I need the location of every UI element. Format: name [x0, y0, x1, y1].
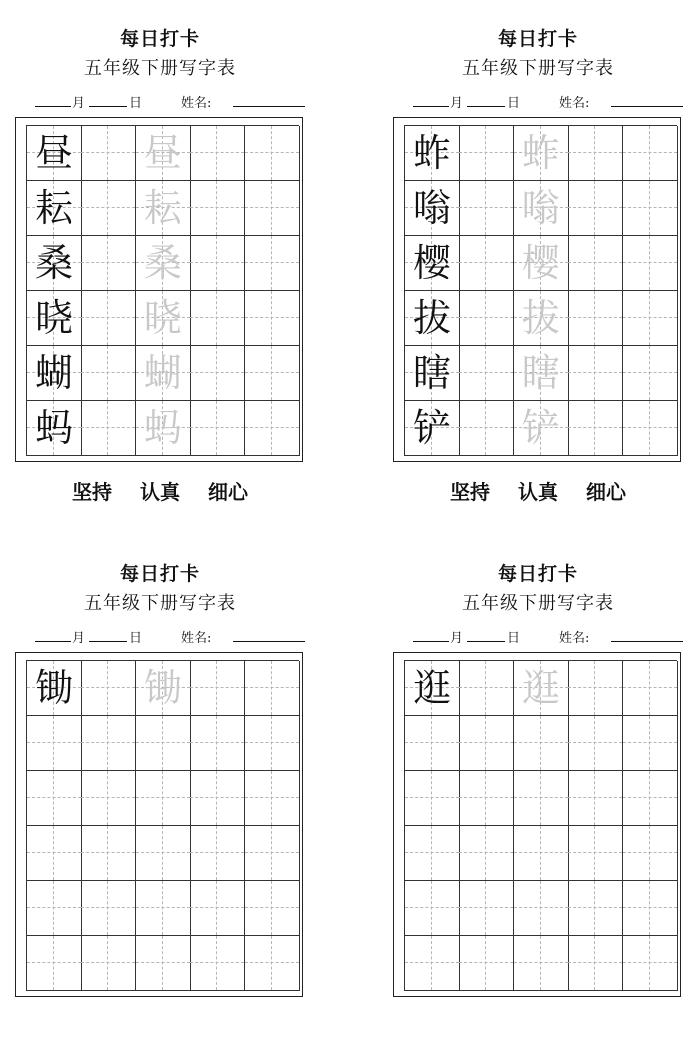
trace-character: 锄 — [143, 666, 182, 710]
day-blank[interactable] — [467, 627, 505, 642]
blank-practice-cell[interactable] — [245, 236, 300, 291]
trace-character: 拔 — [521, 296, 560, 340]
month-label: 月 — [72, 631, 86, 646]
blank-practice-cell[interactable] — [81, 126, 136, 181]
grid-row — [27, 771, 299, 826]
model-character: 昼 — [34, 131, 73, 175]
blank-practice-cell[interactable] — [190, 771, 245, 826]
blank-practice-cell[interactable] — [623, 401, 678, 456]
model-character: 锄 — [34, 666, 73, 710]
practice-card — [393, 535, 693, 1055]
blank-practice-cell[interactable] — [623, 936, 678, 991]
date-name-line — [413, 627, 693, 647]
date-name-line — [35, 92, 315, 112]
trace-char-cell[interactable] — [514, 346, 569, 401]
day-label: 日 — [129, 96, 143, 111]
name-label: 姓名: — [181, 631, 212, 646]
trace-char-cell[interactable] — [514, 936, 569, 991]
card-title: 每日打卡 — [119, 563, 200, 585]
trace-character: 蚱 — [521, 131, 560, 175]
model-character: 蚂 — [34, 406, 73, 450]
model-character: 蚱 — [412, 131, 451, 175]
card-title: 每日打卡 — [497, 28, 578, 50]
blank-practice-cell[interactable] — [568, 716, 623, 771]
motto — [15, 476, 305, 505]
writing-frame — [393, 117, 681, 462]
month-blank[interactable] — [35, 627, 71, 642]
month-blank[interactable] — [413, 92, 449, 107]
grid-row — [405, 401, 677, 456]
trace-character: 蝴 — [143, 351, 182, 395]
model-char-cell — [27, 771, 82, 826]
blank-practice-cell[interactable] — [190, 291, 245, 346]
card-subtitle: 五年级下册写字表 — [462, 593, 614, 614]
card-title: 每日打卡 — [119, 28, 200, 50]
trace-char-cell[interactable] — [136, 181, 191, 236]
grid-row — [405, 771, 677, 826]
model-character: 铲 — [412, 406, 451, 450]
blank-practice-cell[interactable] — [190, 936, 245, 991]
card-title: 每日打卡 — [497, 563, 578, 585]
blank-practice-cell[interactable] — [245, 291, 300, 346]
grid-row — [405, 126, 677, 181]
trace-char-cell[interactable] — [136, 661, 191, 716]
month-label: 月 — [450, 631, 464, 646]
blank-practice-cell[interactable] — [568, 126, 623, 181]
blank-practice-cell[interactable] — [568, 291, 623, 346]
model-character: 桑 — [34, 241, 73, 285]
day-label: 日 — [507, 631, 521, 646]
card-subtitle: 五年级下册写字表 — [462, 58, 614, 79]
day-blank[interactable] — [89, 627, 127, 642]
grid-row — [405, 826, 677, 881]
practice-card — [15, 0, 315, 520]
day-label: 日 — [129, 631, 143, 646]
grid-row — [27, 881, 299, 936]
grid-row — [27, 291, 299, 346]
blank-practice-cell[interactable] — [190, 716, 245, 771]
grid-row — [27, 346, 299, 401]
trace-char-cell[interactable] — [136, 936, 191, 991]
trace-char-cell[interactable] — [514, 126, 569, 181]
model-char-cell — [405, 401, 460, 456]
blank-practice-cell[interactable] — [568, 936, 623, 991]
motto-word: 认真 — [518, 480, 558, 504]
blank-practice-cell[interactable] — [459, 346, 514, 401]
model-character: 耘 — [34, 186, 73, 230]
model-char-cell — [27, 346, 82, 401]
trace-char-cell[interactable] — [514, 236, 569, 291]
month-blank[interactable] — [35, 92, 71, 107]
blank-practice-cell[interactable] — [459, 291, 514, 346]
blank-practice-cell[interactable] — [81, 401, 136, 456]
trace-char-cell[interactable] — [514, 661, 569, 716]
blank-practice-cell[interactable] — [81, 236, 136, 291]
trace-char-cell[interactable] — [136, 236, 191, 291]
trace-char-cell[interactable] — [136, 291, 191, 346]
trace-char-cell[interactable] — [514, 291, 569, 346]
blank-practice-cell[interactable] — [81, 716, 136, 771]
blank-practice-cell[interactable] — [459, 771, 514, 826]
grid-row — [405, 936, 677, 991]
model-char-cell — [405, 881, 460, 936]
blank-practice-cell[interactable] — [623, 126, 678, 181]
model-char-cell — [27, 661, 82, 716]
blank-practice-cell[interactable] — [568, 881, 623, 936]
trace-character: 昼 — [143, 131, 182, 175]
blank-practice-cell[interactable] — [245, 401, 300, 456]
blank-practice-cell[interactable] — [245, 346, 300, 401]
name-blank[interactable] — [233, 627, 305, 642]
grid-row — [27, 936, 299, 991]
trace-char-cell[interactable] — [514, 826, 569, 881]
grid-row — [27, 236, 299, 291]
motto-word: 认真 — [140, 480, 180, 504]
date-name-line — [413, 92, 693, 112]
blank-practice-cell[interactable] — [245, 181, 300, 236]
model-char-cell — [405, 291, 460, 346]
grid-row — [405, 716, 677, 771]
blank-practice-cell[interactable] — [190, 826, 245, 881]
grid-row — [27, 661, 299, 716]
model-char-cell — [405, 716, 460, 771]
blank-practice-cell[interactable] — [190, 126, 245, 181]
trace-char-cell[interactable] — [514, 401, 569, 456]
model-character: 晓 — [34, 296, 73, 340]
date-name-line — [35, 627, 315, 647]
motto-word: 坚持 — [72, 480, 112, 504]
blank-practice-cell[interactable] — [568, 826, 623, 881]
motto-word: 细心 — [586, 480, 626, 504]
trace-char-cell[interactable] — [136, 126, 191, 181]
model-char-cell — [27, 881, 82, 936]
blank-practice-cell[interactable] — [623, 236, 678, 291]
model-char-cell — [405, 826, 460, 881]
trace-char-cell[interactable] — [514, 771, 569, 826]
model-char-cell — [27, 936, 82, 991]
blank-practice-cell[interactable] — [568, 181, 623, 236]
grid-row — [27, 126, 299, 181]
blank-practice-cell[interactable] — [245, 881, 300, 936]
trace-character: 蚂 — [143, 406, 182, 450]
trace-character: 樱 — [521, 241, 560, 285]
blank-practice-cell[interactable] — [190, 236, 245, 291]
blank-practice-cell[interactable] — [245, 661, 300, 716]
blank-practice-cell[interactable] — [623, 881, 678, 936]
model-char-cell — [405, 181, 460, 236]
grid-row — [405, 236, 677, 291]
motto — [393, 476, 683, 505]
model-char-cell — [27, 291, 82, 346]
model-char-cell — [27, 181, 82, 236]
blank-practice-cell[interactable] — [459, 181, 514, 236]
month-label: 月 — [72, 96, 86, 111]
trace-character: 耘 — [143, 186, 182, 230]
trace-char-cell[interactable] — [136, 346, 191, 401]
month-blank[interactable] — [413, 627, 449, 642]
model-character: 逛 — [412, 666, 451, 710]
model-character: 嗡 — [412, 186, 451, 230]
trace-char-cell[interactable] — [136, 716, 191, 771]
model-char-cell — [405, 771, 460, 826]
blank-practice-cell[interactable] — [459, 126, 514, 181]
blank-practice-cell[interactable] — [568, 661, 623, 716]
practice-card — [15, 535, 315, 1055]
blank-practice-cell[interactable] — [459, 881, 514, 936]
blank-practice-cell[interactable] — [623, 826, 678, 881]
blank-practice-cell[interactable] — [623, 181, 678, 236]
model-character: 樱 — [412, 241, 451, 285]
writing-grid — [26, 660, 299, 991]
day-blank[interactable] — [89, 92, 127, 107]
grid-row — [405, 181, 677, 236]
trace-character: 瞎 — [521, 351, 560, 395]
blank-practice-cell[interactable] — [245, 716, 300, 771]
grid-row — [27, 826, 299, 881]
writing-frame — [15, 117, 303, 462]
blank-practice-cell[interactable] — [190, 401, 245, 456]
blank-practice-cell[interactable] — [81, 826, 136, 881]
motto-word: 坚持 — [450, 480, 490, 504]
blank-practice-cell[interactable] — [81, 936, 136, 991]
model-char-cell — [405, 126, 460, 181]
blank-practice-cell[interactable] — [623, 346, 678, 401]
month-label: 月 — [450, 96, 464, 111]
trace-character: 铲 — [521, 406, 560, 450]
blank-practice-cell[interactable] — [190, 881, 245, 936]
blank-practice-cell[interactable] — [245, 126, 300, 181]
blank-practice-cell[interactable] — [568, 401, 623, 456]
grid-row — [27, 716, 299, 771]
blank-practice-cell[interactable] — [568, 346, 623, 401]
trace-character: 逛 — [521, 666, 560, 710]
day-blank[interactable] — [467, 92, 505, 107]
day-label: 日 — [507, 96, 521, 111]
model-char-cell — [27, 401, 82, 456]
model-char-cell — [405, 936, 460, 991]
trace-char-cell[interactable] — [136, 826, 191, 881]
blank-practice-cell[interactable] — [81, 881, 136, 936]
writing-frame — [393, 652, 681, 997]
trace-character: 晓 — [143, 296, 182, 340]
blank-practice-cell[interactable] — [568, 236, 623, 291]
blank-practice-cell[interactable] — [81, 346, 136, 401]
model-char-cell — [27, 826, 82, 881]
grid-row — [405, 881, 677, 936]
trace-char-cell[interactable] — [514, 181, 569, 236]
writing-grid — [26, 125, 299, 456]
card-subtitle: 五年级下册写字表 — [84, 58, 236, 79]
blank-practice-cell[interactable] — [81, 771, 136, 826]
name-blank[interactable] — [611, 92, 683, 107]
blank-practice-cell[interactable] — [245, 936, 300, 991]
grid-row — [27, 401, 299, 456]
writing-grid — [404, 660, 677, 991]
model-character: 蝴 — [34, 351, 73, 395]
name-blank[interactable] — [611, 627, 683, 642]
name-label: 姓名: — [559, 96, 590, 111]
blank-practice-cell[interactable] — [245, 771, 300, 826]
grid-row — [405, 346, 677, 401]
blank-practice-cell[interactable] — [81, 661, 136, 716]
trace-char-cell[interactable] — [514, 881, 569, 936]
trace-character: 嗡 — [521, 186, 560, 230]
name-label: 姓名: — [559, 631, 590, 646]
model-char-cell — [405, 346, 460, 401]
blank-practice-cell[interactable] — [623, 291, 678, 346]
blank-practice-cell[interactable] — [190, 181, 245, 236]
blank-practice-cell[interactable] — [459, 826, 514, 881]
blank-practice-cell[interactable] — [190, 346, 245, 401]
card-subtitle: 五年级下册写字表 — [84, 593, 236, 614]
trace-char-cell[interactable] — [136, 881, 191, 936]
blank-practice-cell[interactable] — [245, 826, 300, 881]
blank-practice-cell[interactable] — [459, 401, 514, 456]
model-char-cell — [27, 126, 82, 181]
grid-row — [405, 661, 677, 716]
grid-row — [405, 291, 677, 346]
trace-char-cell[interactable] — [136, 771, 191, 826]
blank-practice-cell[interactable] — [81, 181, 136, 236]
blank-practice-cell[interactable] — [459, 236, 514, 291]
model-character: 瞎 — [412, 351, 451, 395]
blank-practice-cell[interactable] — [568, 771, 623, 826]
name-label: 姓名: — [181, 96, 212, 111]
blank-practice-cell[interactable] — [623, 771, 678, 826]
blank-practice-cell[interactable] — [623, 661, 678, 716]
motto-word: 细心 — [208, 480, 248, 504]
blank-practice-cell[interactable] — [459, 936, 514, 991]
writing-grid — [404, 125, 677, 456]
model-char-cell — [405, 661, 460, 716]
trace-char-cell[interactable] — [514, 716, 569, 771]
blank-practice-cell[interactable] — [459, 661, 514, 716]
model-char-cell — [405, 236, 460, 291]
blank-practice-cell[interactable] — [190, 661, 245, 716]
blank-practice-cell[interactable] — [459, 716, 514, 771]
blank-practice-cell[interactable] — [81, 291, 136, 346]
trace-character: 桑 — [143, 241, 182, 285]
writing-frame — [15, 652, 303, 997]
trace-char-cell[interactable] — [136, 401, 191, 456]
model-char-cell — [27, 236, 82, 291]
model-character: 拔 — [412, 296, 451, 340]
model-char-cell — [27, 716, 82, 771]
name-blank[interactable] — [233, 92, 305, 107]
practice-card — [393, 0, 693, 520]
blank-practice-cell[interactable] — [623, 716, 678, 771]
grid-row — [27, 181, 299, 236]
